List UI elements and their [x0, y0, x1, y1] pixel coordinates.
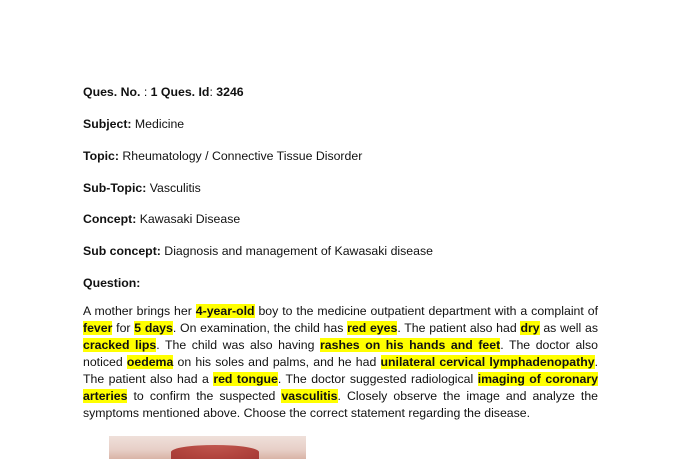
topic-value: Rheumatology / Connective Tissue Disorder: [118, 149, 363, 163]
concept-value: Kawasaki Disease: [136, 212, 241, 226]
ques-no-value: 1: [150, 85, 158, 99]
subconcept-label: Sub concept:: [83, 244, 161, 258]
question-text: . The doctor suggested radiological: [277, 372, 478, 386]
highlight-dry: dry: [520, 321, 540, 335]
question-heading: [83, 275, 140, 291]
topic-label: Topic:: [83, 149, 119, 163]
subtopic-field: [83, 180, 201, 196]
question-text: for: [112, 321, 135, 335]
concept-label: Concept:: [83, 212, 137, 226]
ques-id-value: 3246: [216, 85, 244, 99]
highlight-lymphadenopathy: unilateral cervical lymphadenopathy: [380, 355, 595, 369]
subtopic-label: Sub-Topic:: [83, 181, 147, 195]
question-text: to confirm the suspected: [127, 389, 282, 403]
ques-id-separator: :: [209, 85, 217, 99]
subject-label: Subject:: [83, 117, 132, 131]
highlight-duration: 5 days: [134, 321, 173, 335]
subtopic-value: Vasculitis: [146, 181, 201, 195]
highlight-cracked-lips: cracked lips: [83, 338, 157, 352]
question-text: . The patient also had a: [83, 355, 598, 386]
question-text: as well as: [539, 321, 598, 335]
ques-no-separator: :: [143, 85, 151, 99]
question-text: boy to the medicine outpatient department with a complaint of: [254, 304, 598, 318]
question-label: Question:: [83, 276, 141, 290]
question-text: . The doctor also noticed: [83, 338, 599, 369]
lip-region: [171, 445, 259, 459]
highlight-oedema: oedema: [126, 355, 174, 369]
question-header: [83, 84, 244, 100]
ques-id-label: Ques. Id: [157, 85, 210, 99]
highlight-red-tongue: red tongue: [213, 372, 278, 386]
highlight-rashes: rashes on his hands and feet: [319, 338, 501, 352]
highlight-vasculitis: vasculitis: [281, 389, 338, 403]
question-text: . The patient also had: [397, 321, 521, 335]
highlight-coronary-imaging: imaging of coronary arteries: [83, 372, 598, 403]
highlight-fever: fever: [83, 321, 113, 335]
question-paragraph: [83, 303, 598, 422]
subject-value: Medicine: [131, 117, 185, 131]
question-text: A mother brings her: [83, 304, 196, 318]
subconcept-value: Diagnosis and management of Kawasaki disease: [160, 244, 433, 258]
subconcept-field: [83, 243, 433, 259]
question-text: . The child was also having: [156, 338, 320, 352]
clinical-photo: [109, 436, 306, 459]
concept-field: [83, 211, 240, 227]
highlight-age: 4-year-old: [195, 304, 255, 318]
question-text: on his soles and palms, and he had: [173, 355, 381, 369]
topic-field: [83, 148, 362, 164]
highlight-red-eyes: red eyes: [347, 321, 398, 335]
ques-no-label: Ques. No.: [83, 85, 144, 99]
subject-field: [83, 116, 184, 132]
question-text: . Closely observe the image and analyze the symptoms mentioned above. Choose the correct statement regarding the disease.: [83, 389, 598, 420]
question-text: . On examination, the child has: [172, 321, 348, 335]
